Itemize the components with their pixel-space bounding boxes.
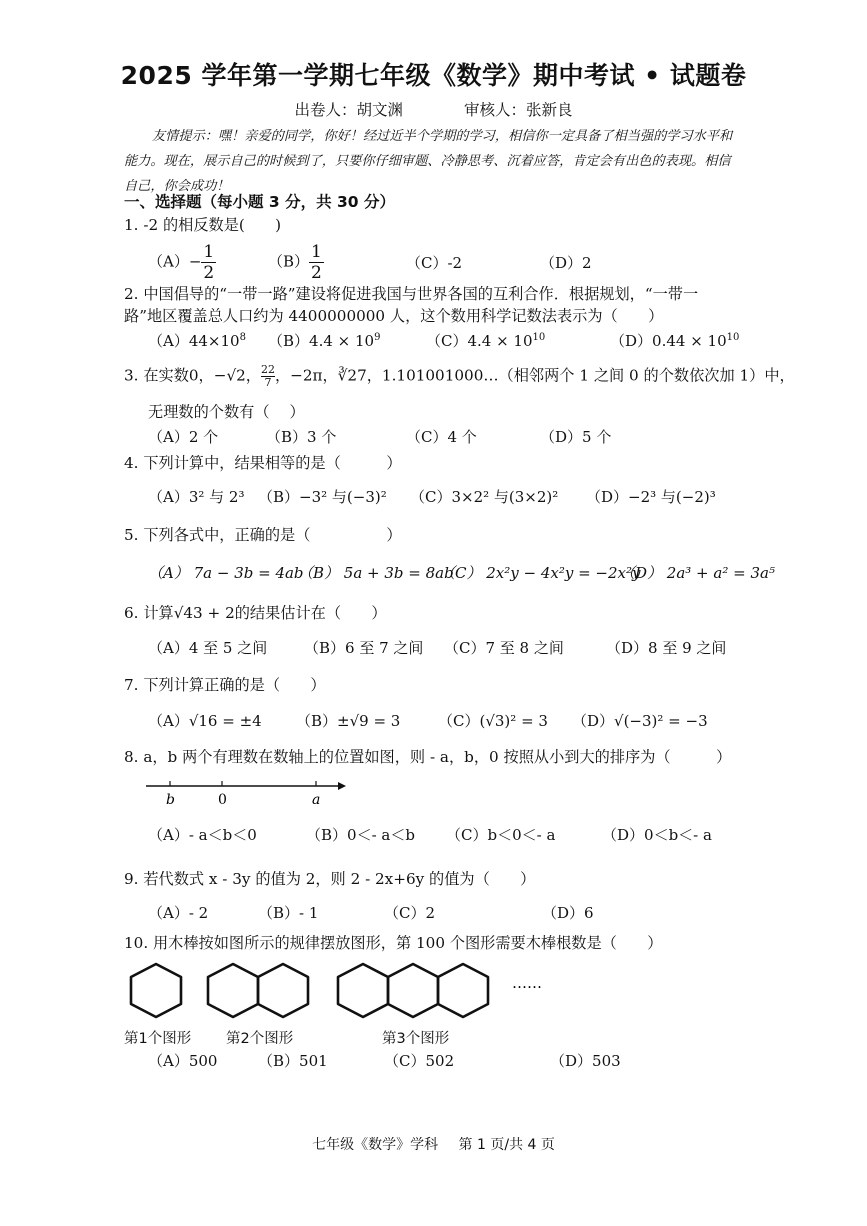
q10-option-b[interactable]: （B）501 [258,1052,328,1070]
label-b: b [166,792,175,808]
q4-option-b[interactable]: （B）−3² 与(−3)² [258,488,387,506]
tip-line-2: 能力。现在，展示自己的时候到了，只要你仔细审题、冷静思考、沉着应答，肯定会有出色的表现。相信 [124,154,731,169]
tip-line-3: 自己，你会成功！ [124,179,230,194]
question-2-line-1: 2. 中国倡导的“一带一路”建设将促进我国与世界各国的互利合作．根据规划，“一带一 [124,285,699,303]
q3-option-c[interactable]: （C）4 个 [406,428,477,446]
q5-option-a[interactable]: （A） 7a − 3b = 4ab [148,564,304,582]
q5-option-b[interactable]: （B） 5a + 3b = 8ab [298,564,454,582]
q7-option-c[interactable]: （C）(√3)² = 3 [438,712,548,730]
question-5-stem: 5. 下列各式中，正确的是（ ） [124,526,402,544]
question-7-stem: 7. 下列计算正确的是（ ） [124,676,326,694]
figure-3-caption: 第3个图形 [382,1031,450,1047]
q8-option-d[interactable]: （D）0＜b＜- a [602,826,712,844]
q7-option-d[interactable]: （D）√(−3)² = −3 [572,712,708,730]
question-3-line-1: 3. 在实数0，−√2， $\frac{22}{7}$，−2π，∛27，1.101001000…（相邻两个 1 之间 0 的个数依次加 1）中， [124,363,795,389]
figure-3-hexagon-1 [338,964,388,1017]
reviewer: 审核人：张新良 [463,101,573,119]
question-10-stem: 10. 用木棒按如图所示的规律摆放图形，第 100 个图形需要木棒根数是（ ） [124,934,663,952]
q6-option-a[interactable]: （A）4 至 5 之间 [148,639,268,657]
q8-option-b[interactable]: （B）0＜- a＜b [306,826,415,844]
q8-option-a[interactable]: （A）- a＜b＜0 [148,826,257,844]
q1-option-b[interactable]: （B） $\frac{1}{2}$ [268,242,322,283]
figure-3-hexagon-3 [438,964,488,1017]
fraction: $\frac{1}{2}$ [311,242,322,283]
figure-2-hexagon-2 [258,964,308,1017]
question-1-stem: 1. -2 的相反数是( ) [124,216,282,234]
q5-option-d[interactable]: （D） 2a³ + a² = 3a⁵ [620,564,775,582]
q7-option-a[interactable]: （A）√16 = ±4 [148,712,262,730]
number-line-arrow [338,782,346,790]
figure-2-hexagon-1 [208,964,258,1017]
hexagon-figures [126,960,566,1022]
footer-page-number: 第 1 页/共 4 页 [458,1137,555,1153]
q2-option-a[interactable]: $(A)44\times 10^8$ [148,332,246,350]
continuation-dots: …… [512,974,542,992]
q3-option-b[interactable]: （B）3 个 [266,428,337,446]
q3-option-d[interactable]: （D）5 个 [540,428,612,446]
figure-3-hexagon-2 [388,964,438,1017]
q1-option-a[interactable]: （A）− $\frac{1}{2}$ [148,242,215,283]
question-4-stem: 4. 下列计算中，结果相等的是（ ） [124,454,402,472]
q6-option-b[interactable]: （B）6 至 7 之间 [304,639,424,657]
author: 出卷人：胡文渊 [294,101,404,119]
q9-option-d[interactable]: （D）6 [542,904,594,922]
q1-option-d[interactable]: （D）2 [540,254,592,272]
section-heading: 一、选择题（每小题 3 分，共 30 分） [124,193,395,211]
question-8-stem: 8. a，b 两个有理数在数轴上的位置如图，则 - a，b，0 按照从小到大的排序为（ ） [124,748,732,766]
figure-1-hexagon [131,964,181,1017]
q10-option-a[interactable]: （A）500 [148,1052,218,1070]
q2-option-b[interactable]: $(B)4.4 \times 10^9$ [268,332,381,350]
q7-option-b[interactable]: （B）±√9 = 3 [296,712,401,730]
figure-2-caption: 第2个图形 [226,1031,294,1047]
q10-option-d[interactable]: （D）503 [550,1052,621,1070]
q3-option-a[interactable]: （A）2 个 [148,428,219,446]
page-title: 2025 学年第一学期七年级《数学》期中考试 • 试题卷 [120,61,747,90]
number-line [140,774,350,808]
authors-line [0,98,867,120]
question-6-stem: 6. 计算√43 + 2的结果估计在（ ） [124,604,387,622]
figure-1-caption: 第1个图形 [124,1031,192,1047]
footer-subject: 七年级《数学》学科 [312,1137,439,1153]
question-9-stem: 9. 若代数式 x - 3y 的值为 2，则 2 - 2x+6y 的值为（ ） [124,870,536,888]
q1-option-c[interactable]: （C）-2 [406,254,463,272]
q8-option-c[interactable]: （C）b＜0＜- a [446,826,556,844]
label-zero: 0 [218,792,227,808]
q9-option-a[interactable]: （A）- 2 [148,904,209,922]
page-footer [0,1134,867,1154]
q2-option-d[interactable]: $(D)0.44 \times 10^{10}$ [610,332,740,350]
fraction: $\frac{1}{2}$ [203,242,215,283]
q10-option-c[interactable]: （C）502 [384,1052,455,1070]
question-2-line-2: 路”地区覆盖总人口约为 4400000000 人，这个数用科学记数法表示为（ ） [124,307,664,325]
question-3-line-2: 无理数的个数有（ ） [148,403,305,421]
q4-option-d[interactable]: （D）−2³ 与(−2)³ [586,488,716,506]
fraction: $\frac{22}{7}$ [260,363,275,389]
q5-option-c[interactable]: （C） 2x²y − 4x²y = −2x²y [440,564,641,582]
q9-option-c[interactable]: （C）2 [384,904,436,922]
q2-option-c[interactable]: $(C)4.4 \times 10^{10}$ [426,332,546,350]
label-a: a [312,792,321,808]
friendly-tip [124,124,752,199]
q4-option-c[interactable]: （C）3×2² 与(3×2)² [410,488,559,506]
q9-option-b[interactable]: （B）- 1 [258,904,319,922]
tip-line-1: 友情提示：嘿！亲爱的同学，你好！经过近半个学期的学习，相信你一定具备了相当强的学习水平和 [152,129,733,144]
q6-option-c[interactable]: （C）7 至 8 之间 [444,639,564,657]
q4-option-a[interactable]: （A）3² 与 2³ [148,488,245,506]
q6-option-d[interactable]: （D）8 至 9 之间 [606,639,727,657]
